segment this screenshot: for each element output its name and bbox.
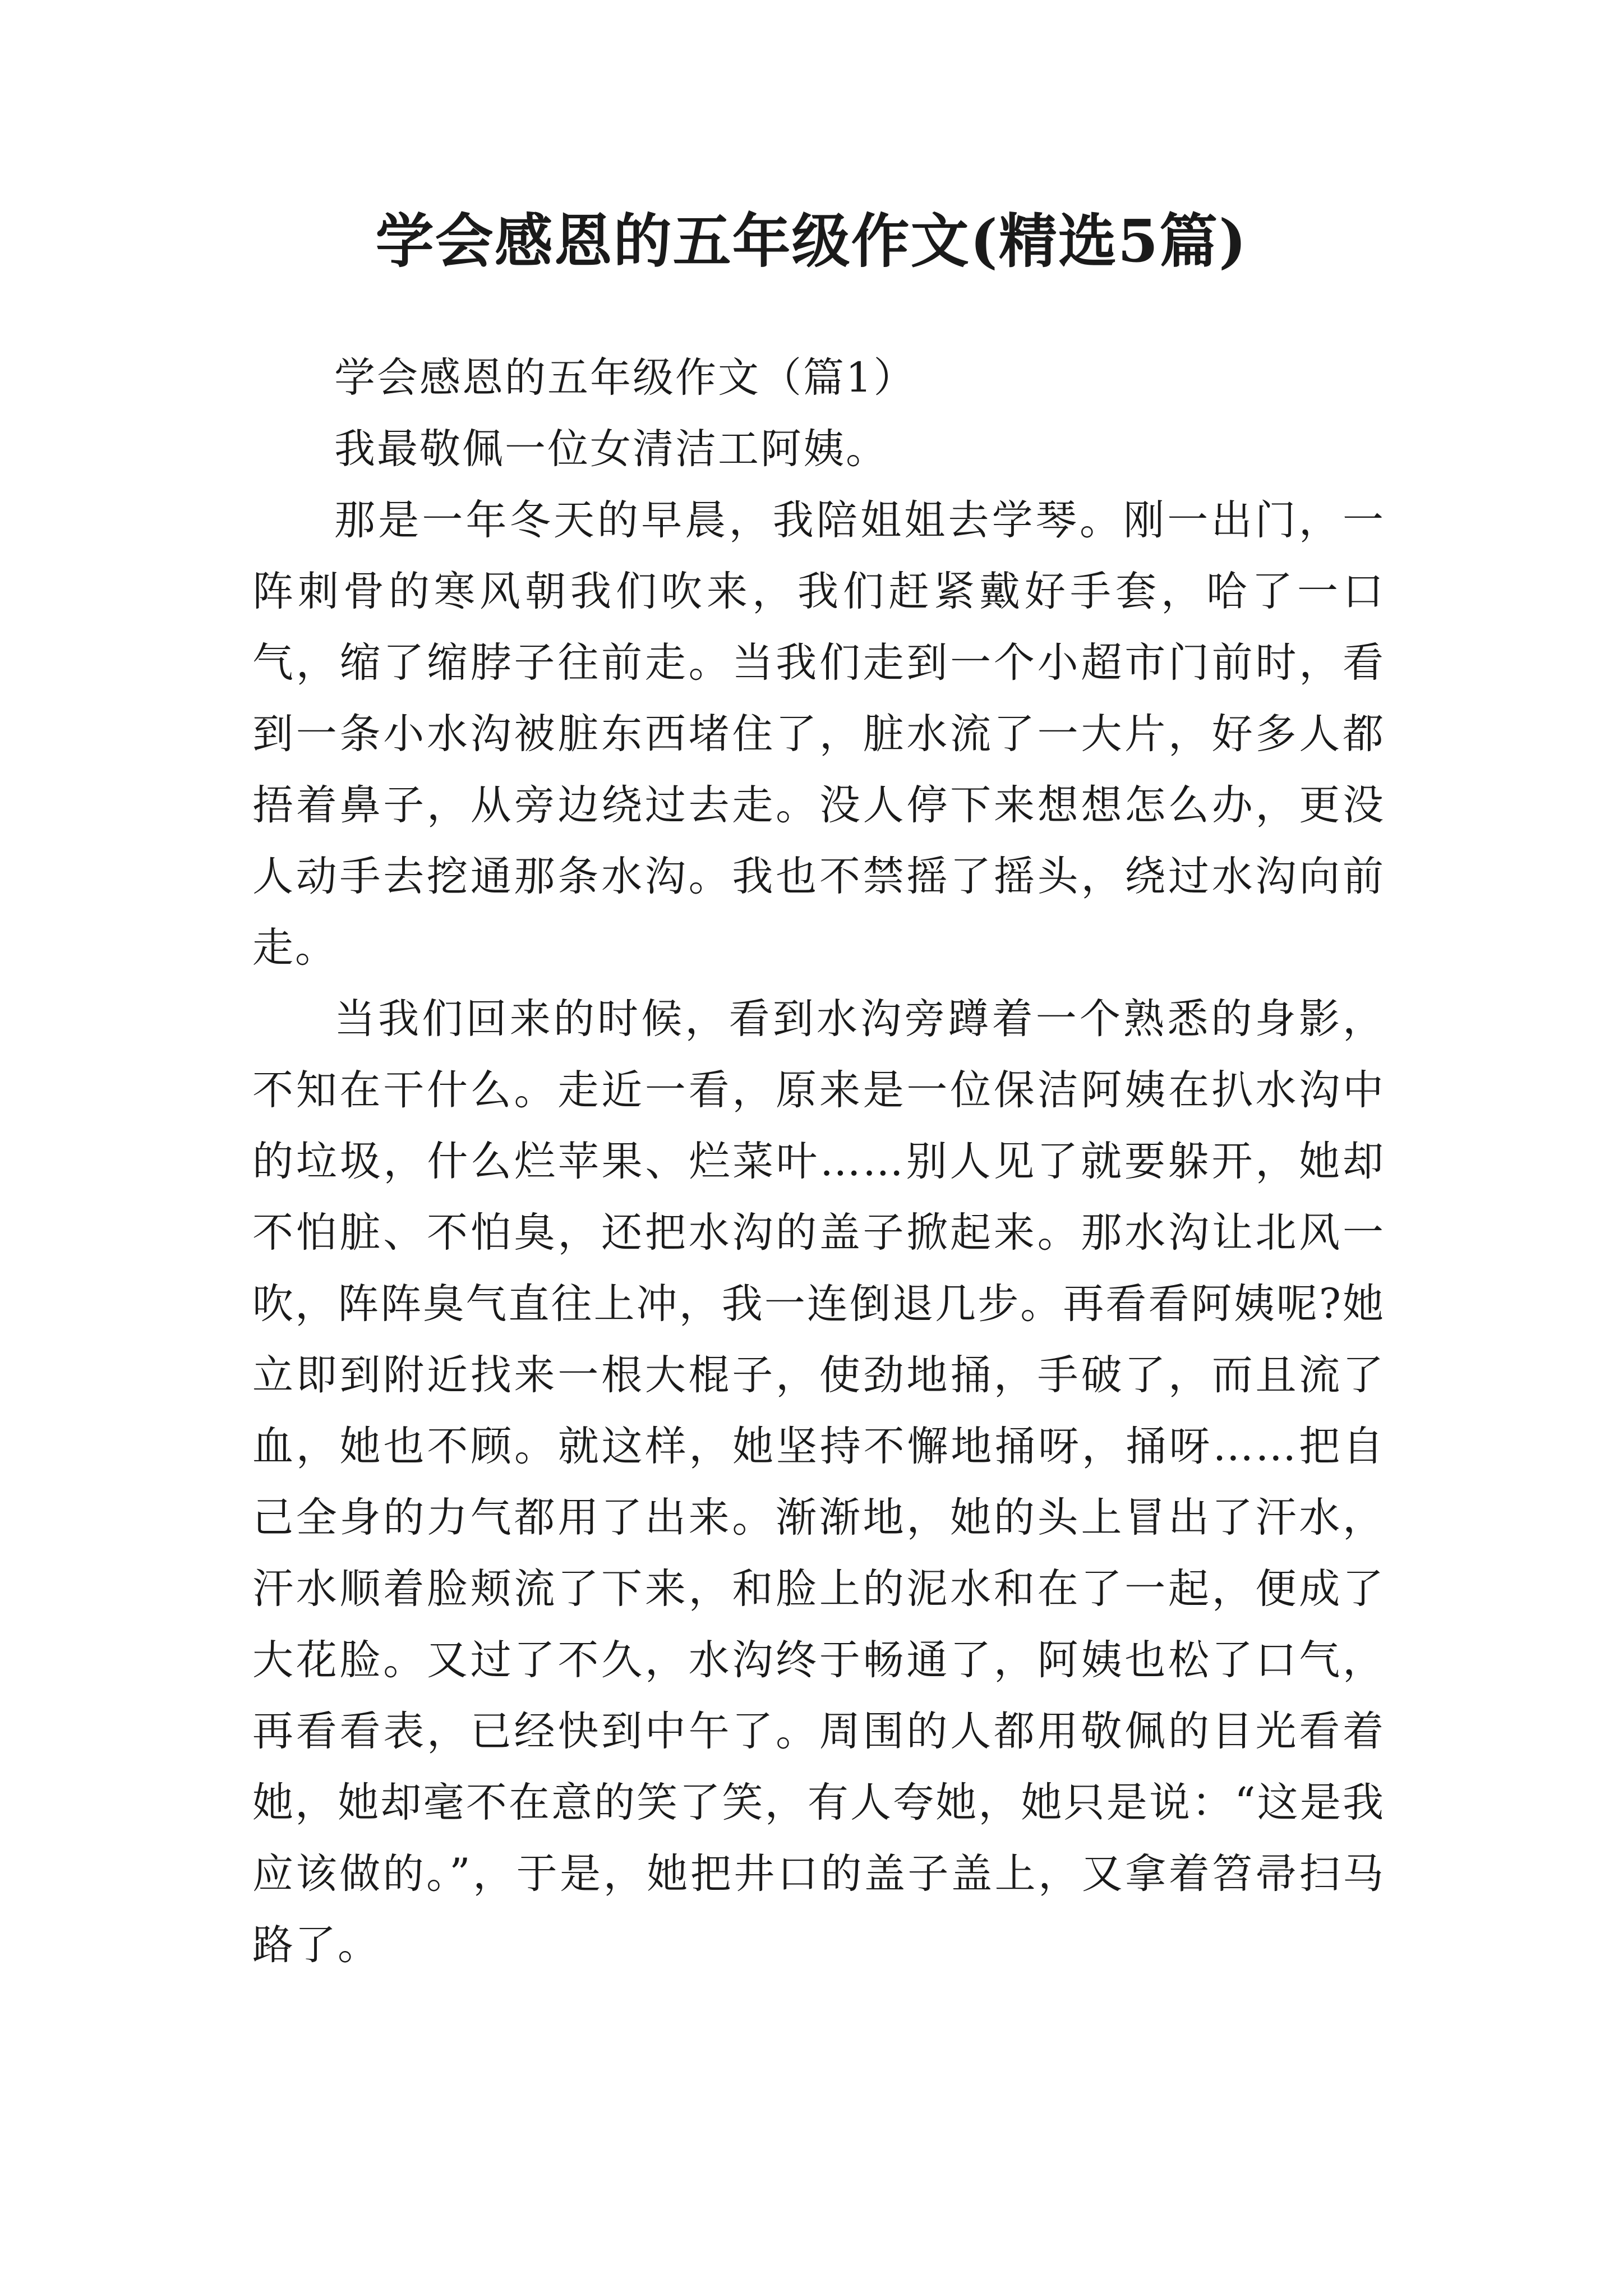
paragraph-2: 那是一年冬天的早晨，我陪姐姐去学琴。刚一出门，一阵刺骨的寒风朝我们吹来，我们赶紧戴好手套，哈了一口气，缩了缩脖子往前走。当我们走到一个小超市门前时，看到一条小水沟被脏东西堵住了，脏水流了一大片，好多人都捂着鼻子，从旁边绕过去走。没人停下来想想怎么办，更没人动手去挖通那条水沟。我也不禁摇了摇头，绕过水沟向前走。 [252, 496, 1385, 972]
paragraph-1: 我最敬佩一位女清洁工阿姨。 [334, 425, 888, 473]
document-body [252, 342, 1385, 1981]
document-title: 学会感恩的五年级作文(精选5篇) [375, 206, 1248, 275]
paragraph-3: 当我们回来的时候，看到水沟旁蹲着一个熟悉的身影，不知在干什么。走近一看，原来是一位保洁阿姨在扒水沟中的垃圾，什么烂苹果、烂菜叶……别人见了就要躲开，她却不怕脏、不怕臭，还把水沟的盖子掀起来。那水沟让北风一吹，阵阵臭气直往上冲，我一连倒退几步。再看看阿姨呢?她立即到附近找来一根大棍子，使劲地捅，手破了，而且流了血，她也不顾。就这样，她坚持不懈地捅呀，捅呀……把自己全身的力气都用了出来。渐渐地，她的头上冒出了汗水，汗水顺着脸颊流了下来，和脸上的泥水和在了一起，便成了大花脸。又过了不久，水沟终于畅通了，阿姨也松了口气，再看看表，已经快到中午了。周围的人都用敬佩的目光看着她，她却毫不在意的笑了笑，有人夸她，她只是说：“这是我应该做的。”，于是，她把井口的盖子盖上，又拿着笤帚扫马路了。 [252, 995, 1385, 1969]
section-heading: 学会感恩的五年级作文（篇1） [334, 354, 916, 402]
